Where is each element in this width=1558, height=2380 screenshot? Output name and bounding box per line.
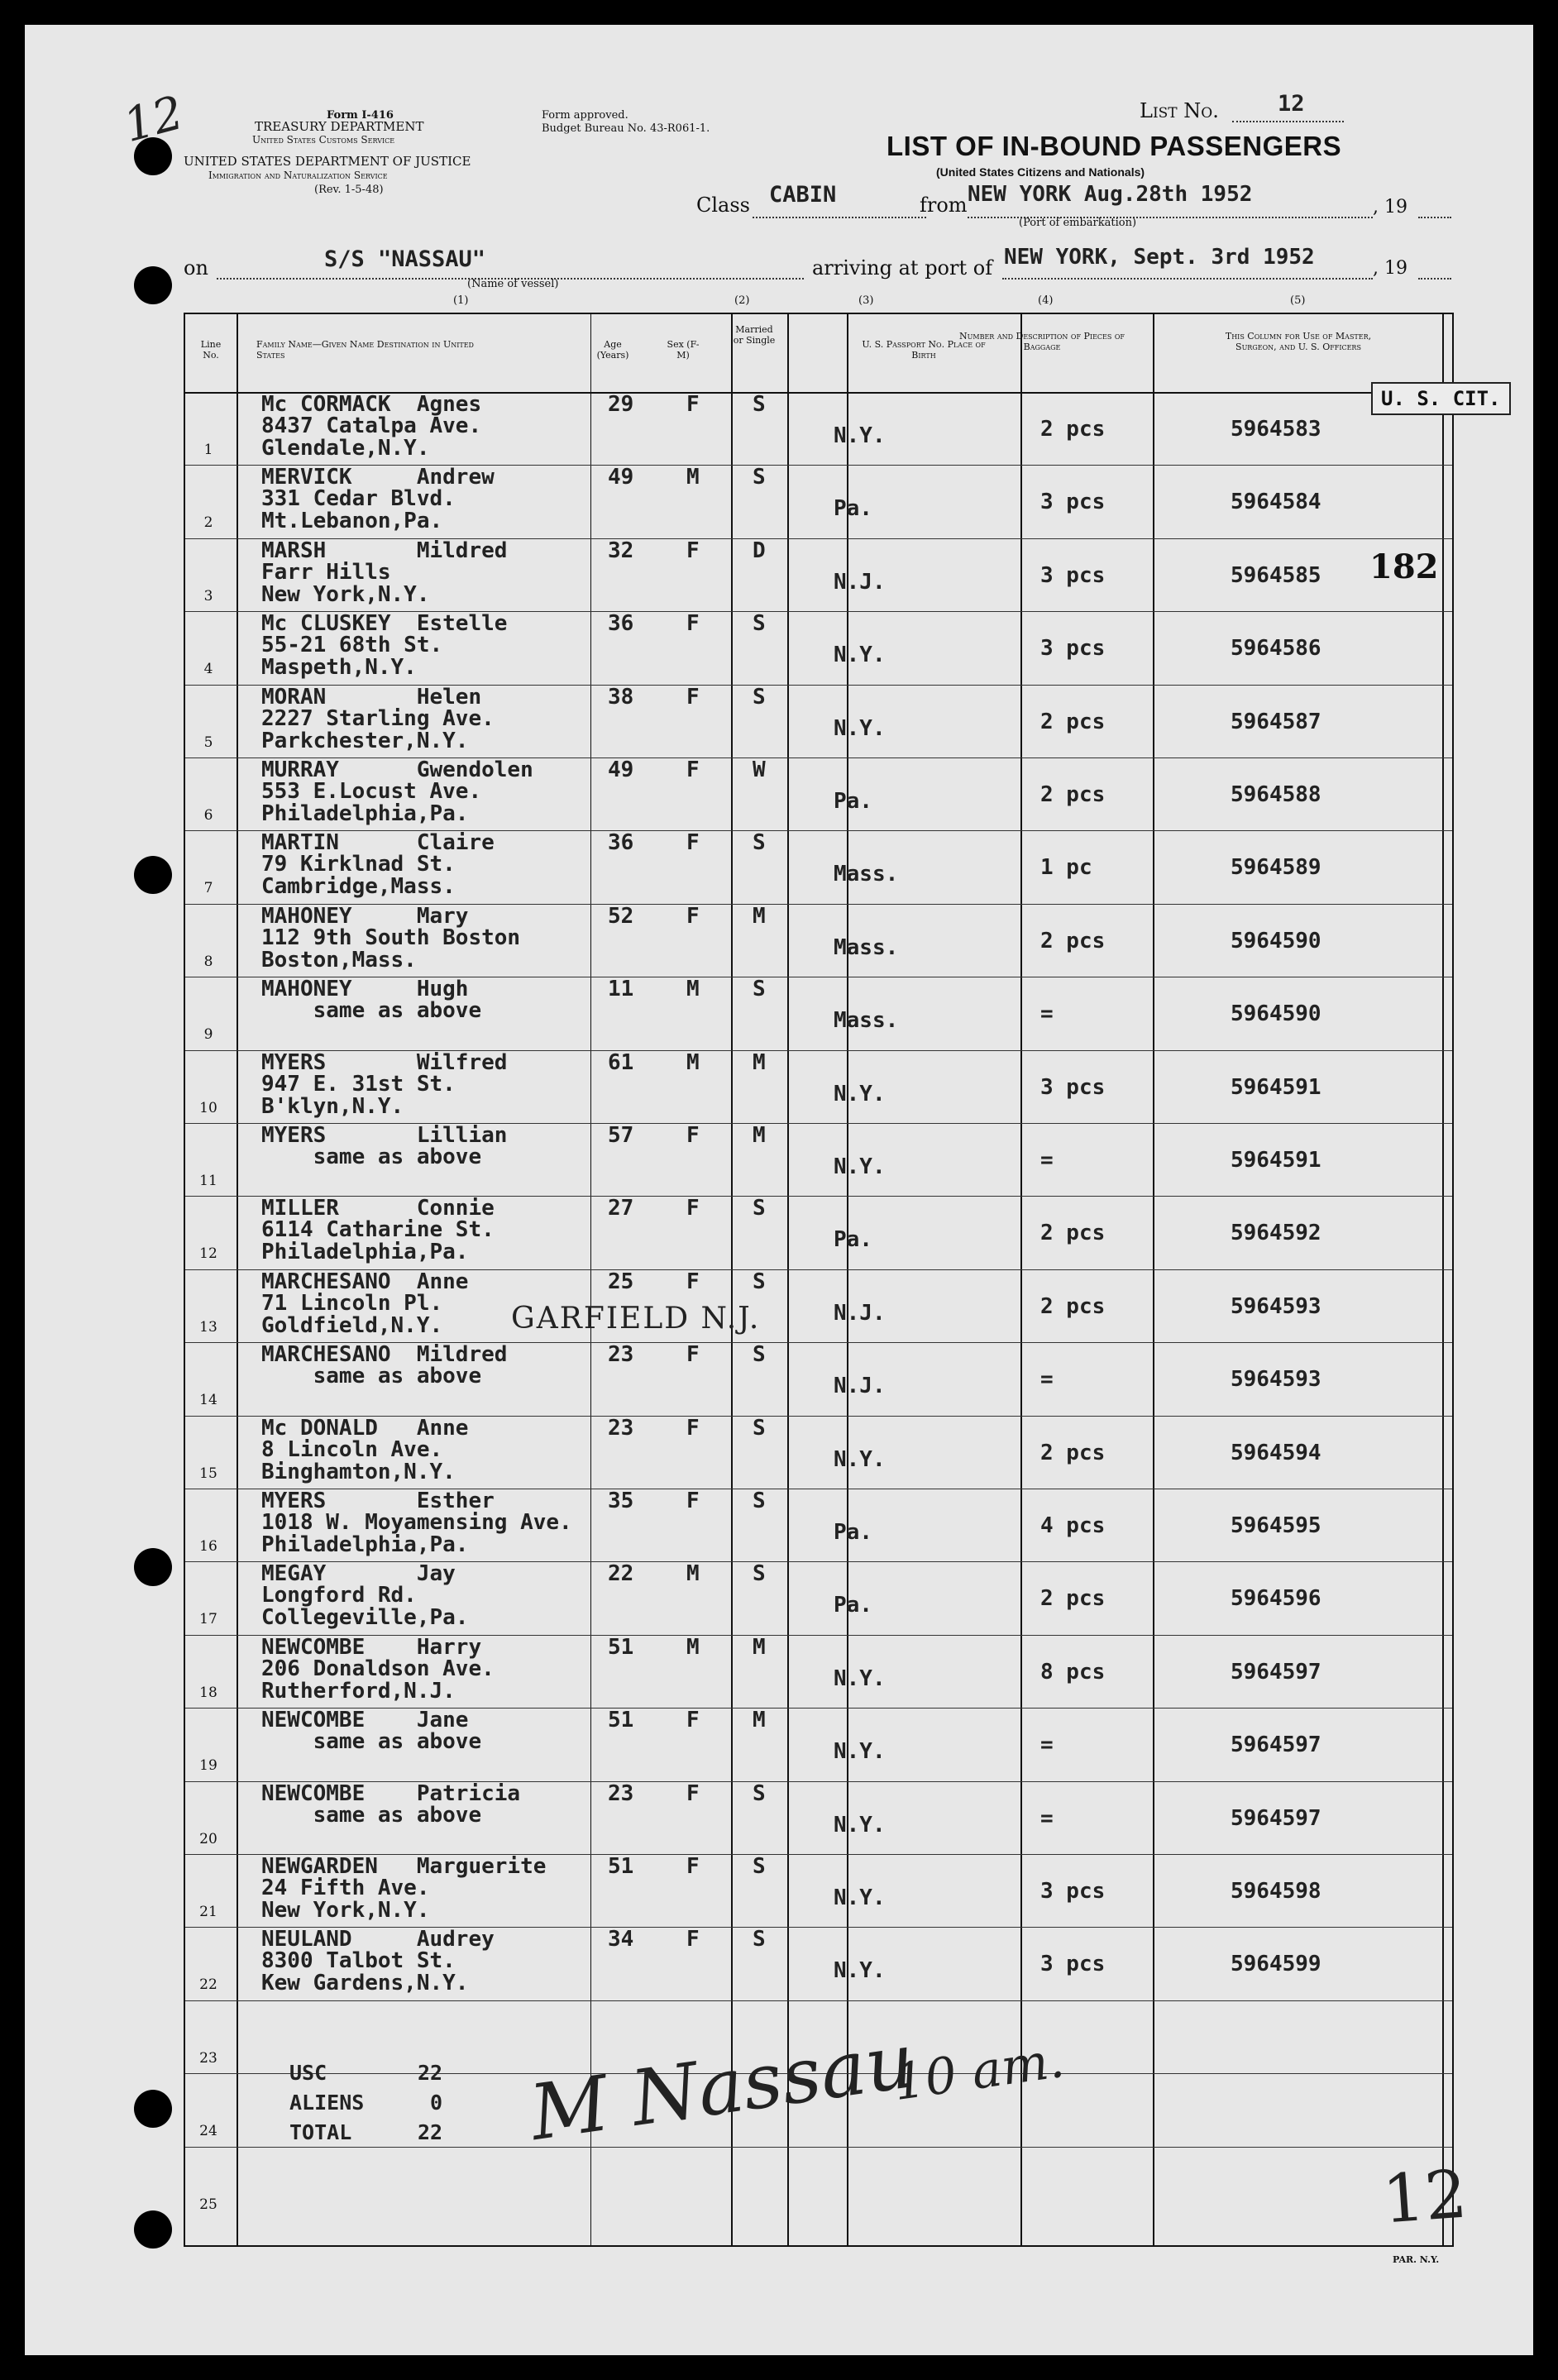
passenger-name: MEGAY Jay <box>261 1561 456 1587</box>
punch-hole <box>134 2210 172 2249</box>
column-number: (5) <box>1290 294 1306 307</box>
passenger-marital: S <box>753 1196 766 1221</box>
column-number: (4) <box>1038 294 1054 307</box>
passenger-city: Collegeville,Pa. <box>261 1605 469 1631</box>
passenger-name: MYERS Wilfred <box>261 1049 508 1075</box>
passenger-sex: F <box>686 830 700 856</box>
place-of-birth: N.Y. <box>834 715 886 741</box>
passenger-city: New York,N.Y. <box>261 1898 430 1923</box>
passenger-name: MURRAY Gwendolen <box>261 757 533 782</box>
passenger-marital: S <box>753 611 766 637</box>
passenger-city: Maspeth,N.Y. <box>261 655 417 681</box>
officer-number: 5964586 <box>1231 636 1321 662</box>
passenger-age: 23 <box>608 1342 634 1368</box>
line-number: 18 <box>199 1684 217 1701</box>
line-number: 16 <box>199 1538 217 1555</box>
line-number: 7 <box>203 880 213 897</box>
passenger-name: MERVICK Andrew <box>261 465 495 490</box>
place-of-birth: N.Y. <box>834 1154 886 1179</box>
immigration-service: Immigration and Naturalization Service <box>208 170 388 181</box>
totals-aliens-label: ALIENS <box>289 2091 365 2115</box>
place-of-birth: N.J. <box>834 1300 886 1326</box>
justice-department: UNITED STATES DEPARTMENT OF JUSTICE <box>184 154 471 169</box>
passenger-age: 27 <box>608 1196 634 1221</box>
passenger-name: MYERS Esther <box>261 1489 495 1513</box>
officer-number: 5964590 <box>1231 928 1321 953</box>
line-number: 2 <box>203 514 213 532</box>
form-approved: Form approved. <box>542 109 628 122</box>
passenger-name: Mc DONALD Anne <box>261 1415 469 1441</box>
baggage-count: 3 pcs <box>1040 562 1106 588</box>
passenger-city: Philadelphia,Pa. <box>261 1532 469 1557</box>
line-number: 6 <box>203 807 213 824</box>
place-of-birth: N.Y. <box>834 1739 886 1765</box>
passenger-sex: F <box>686 1489 700 1513</box>
place-of-birth: N.Y. <box>834 423 886 448</box>
passenger-age: 25 <box>608 1269 634 1294</box>
passenger-sex: F <box>686 1927 700 1952</box>
line-number: 24 <box>199 2123 217 2140</box>
totals-usc-value: 22 <box>418 2061 443 2085</box>
baggage-count: = <box>1040 1805 1054 1831</box>
officer-number: 5964584 <box>1231 490 1321 515</box>
line-number: 22 <box>199 1976 217 1994</box>
passenger-age: 23 <box>608 1415 634 1441</box>
passenger-marital: S <box>753 1854 766 1879</box>
line-number: 19 <box>199 1757 217 1775</box>
place-of-birth: Pa. <box>834 1520 872 1545</box>
officer-number: 5964595 <box>1231 1513 1321 1538</box>
passenger-marital: S <box>753 1342 766 1368</box>
passenger-name: MARSH Mildred <box>261 538 508 563</box>
totals-usc-label: USC <box>289 2061 327 2085</box>
passenger-sex: F <box>686 903 700 929</box>
baggage-count: 2 pcs <box>1040 782 1106 807</box>
line-number: 15 <box>199 1465 217 1482</box>
passenger-marital: M <box>753 903 766 929</box>
passenger-sex: F <box>686 1708 700 1733</box>
class-value: CABIN <box>769 182 837 208</box>
passenger-marital: S <box>753 465 766 490</box>
passenger-marital: S <box>753 1561 766 1587</box>
line-number: 1 <box>203 442 213 458</box>
officer-number: 5964583 <box>1231 417 1321 442</box>
passenger-marital: S <box>753 684 766 710</box>
totals-aliens-value: 0 <box>430 2091 443 2115</box>
officer-number: 5964591 <box>1231 1148 1321 1173</box>
officer-number: 5964591 <box>1231 1074 1321 1100</box>
place-of-birth: N.Y. <box>834 1812 886 1838</box>
baggage-count: 1 pc <box>1040 855 1092 881</box>
line-number: 4 <box>203 661 213 678</box>
passenger-marital: M <box>753 1123 766 1148</box>
passenger-sex: F <box>686 1123 700 1148</box>
passenger-sex: F <box>686 611 700 637</box>
passenger-address: 6114 Catharine St. <box>261 1217 495 1243</box>
passenger-age: 32 <box>608 538 634 563</box>
passenger-address: 947 E. 31st St. <box>261 1071 456 1097</box>
passenger-marital: S <box>753 830 766 856</box>
baggage-count: = <box>1040 1001 1054 1027</box>
place-of-birth: N.Y. <box>834 1666 886 1691</box>
passenger-age: 23 <box>608 1780 634 1806</box>
passenger-age: 34 <box>608 1927 634 1952</box>
baggage-count: 8 pcs <box>1040 1659 1106 1685</box>
place-of-birth: Mass. <box>834 862 899 887</box>
passenger-age: 51 <box>608 1708 634 1733</box>
place-of-birth: Mass. <box>834 1008 899 1034</box>
baggage-count: = <box>1040 1148 1054 1173</box>
baggage-count: 3 pcs <box>1040 1952 1106 1977</box>
punch-hole <box>134 856 172 894</box>
passenger-address: same as above <box>261 1802 482 1828</box>
printer-mark: PAR. N.Y. <box>1393 2254 1440 2265</box>
budget-bureau: Budget Bureau No. 43-R061-1. <box>542 122 710 135</box>
header-baggage: Number and Description of Pieces of Baggage <box>959 331 1125 352</box>
passenger-marital: M <box>753 1634 766 1660</box>
passenger-age: 49 <box>608 757 634 782</box>
passenger-age: 52 <box>608 903 634 929</box>
passenger-age: 49 <box>608 465 634 490</box>
passenger-address: 79 Kirklnad St. <box>261 852 456 877</box>
officer-number: 5964585 <box>1231 562 1321 588</box>
officer-number: 5964597 <box>1231 1805 1321 1831</box>
passenger-city: Glendale,N.Y. <box>261 436 430 461</box>
passenger-sex: M <box>686 1634 700 1660</box>
passenger-sex: F <box>686 1342 700 1368</box>
baggage-count: 3 pcs <box>1040 1074 1106 1100</box>
officer-number: 5964593 <box>1231 1367 1321 1393</box>
passenger-name: NEWCOMBE Harry <box>261 1634 482 1660</box>
passenger-address: 1018 W. Moyamensing Ave. <box>261 1510 572 1535</box>
passenger-city: B'klyn,N.Y. <box>261 1093 404 1119</box>
baggage-count: 2 pcs <box>1040 709 1106 734</box>
baggage-count: 2 pcs <box>1040 1440 1106 1465</box>
form-number: Form I-416 <box>327 109 394 122</box>
baggage-count: 3 pcs <box>1040 1879 1106 1904</box>
arriving-label: arriving at port of <box>812 256 993 280</box>
passenger-marital: M <box>753 1708 766 1733</box>
baggage-count: 2 pcs <box>1040 1221 1106 1246</box>
place-of-birth: N.Y. <box>834 1081 886 1106</box>
treasury-department: TREASURY DEPARTMENT <box>255 119 424 134</box>
line-number: 3 <box>203 587 213 605</box>
passenger-city: Mt.Lebanon,Pa. <box>261 509 443 534</box>
line-number: 11 <box>199 1173 217 1189</box>
passenger-name: MAHONEY Mary <box>261 903 469 929</box>
passenger-name: Mc CORMACK Agnes <box>261 392 482 417</box>
line-number: 5 <box>203 734 213 751</box>
passenger-marital: W <box>753 757 766 782</box>
class-label: Class <box>696 194 750 217</box>
place-of-birth: Pa. <box>834 1593 872 1618</box>
passenger-marital: S <box>753 1269 766 1294</box>
passenger-marital: S <box>753 392 766 417</box>
column-number: (1) <box>453 294 469 307</box>
header-officers: This Column for Use of Master, Surgeon, and U. S. Officers <box>1225 331 1372 352</box>
passenger-address: 8300 Talbot St. <box>261 1948 456 1974</box>
passenger-sex: F <box>686 392 700 417</box>
passenger-name: NEULAND Audrey <box>261 1927 495 1952</box>
from-label: from <box>920 194 968 217</box>
officer-number: 5964597 <box>1231 1659 1321 1685</box>
passenger-marital: S <box>753 1927 766 1952</box>
officer-number: 5964587 <box>1231 709 1321 734</box>
revision-date: (Rev. 1-5-48) <box>314 184 384 196</box>
year-suffix-2: , 19 <box>1373 258 1407 279</box>
officer-number: 5964590 <box>1231 1001 1321 1027</box>
header-sex: Sex (F-M) <box>667 339 700 361</box>
officer-number: 5964589 <box>1231 855 1321 881</box>
baggage-count: = <box>1040 1367 1054 1393</box>
place-of-birth: Pa. <box>834 789 872 814</box>
handwritten-signature: M Nassau <box>524 2016 920 2158</box>
passenger-city: Philadelphia,Pa. <box>261 801 469 826</box>
passenger-marital: S <box>753 1780 766 1806</box>
place-of-birth: Pa. <box>834 496 872 522</box>
passenger-address: same as above <box>261 1729 482 1755</box>
line-number: 13 <box>199 1318 217 1336</box>
vessel-name-label: (Name of vessel) <box>467 278 559 290</box>
passenger-age: 51 <box>608 1854 634 1879</box>
baggage-count: 3 pcs <box>1040 490 1106 515</box>
baggage-count: 3 pcs <box>1040 636 1106 662</box>
punch-hole <box>134 1548 172 1586</box>
passenger-age: 29 <box>608 392 634 417</box>
passenger-name: MARCHESANO Anne <box>261 1269 469 1294</box>
passenger-city: Binghamton,N.Y. <box>261 1459 456 1484</box>
column-number: (3) <box>858 294 874 307</box>
line-number: 12 <box>199 1245 217 1263</box>
officer-number: 5964599 <box>1231 1952 1321 1977</box>
passenger-address: 331 Cedar Blvd. <box>261 486 456 512</box>
from-value: NEW YORK Aug.28th 1952 <box>968 182 1253 207</box>
header-married: Married or Single <box>733 324 776 346</box>
passenger-sex: M <box>686 1049 700 1075</box>
passenger-age: 11 <box>608 977 634 1002</box>
passenger-sex: F <box>686 1196 700 1221</box>
passenger-age: 38 <box>608 684 634 710</box>
passenger-age: 61 <box>608 1049 634 1075</box>
arriving-value: NEW YORK, Sept. 3rd 1952 <box>1004 245 1315 270</box>
passenger-sex: F <box>686 1269 700 1294</box>
port-embarkation-label: (Port of embarkation) <box>1019 217 1137 229</box>
baggage-count: 4 pcs <box>1040 1513 1106 1538</box>
passenger-address: 112 9th South Boston <box>261 925 521 950</box>
passenger-name: NEWCOMBE Jane <box>261 1708 469 1733</box>
passenger-address: 24 Fifth Ave. <box>261 1876 430 1900</box>
passenger-city: Philadelphia,Pa. <box>261 1240 469 1265</box>
document-subtitle: (United States Citizens and Nationals) <box>936 165 1145 179</box>
officer-number: 5964593 <box>1231 1293 1321 1319</box>
officer-number: 5964588 <box>1231 782 1321 807</box>
passenger-sex: F <box>686 1854 700 1879</box>
passenger-city: New York,N.Y. <box>261 581 430 607</box>
passenger-age: 51 <box>608 1634 634 1660</box>
place-of-birth: N.Y. <box>834 1958 886 1984</box>
passenger-name: Mc CLUSKEY Estelle <box>261 611 508 637</box>
year-suffix: , 19 <box>1373 197 1407 217</box>
passenger-sex: F <box>686 684 700 710</box>
handwritten-corner-number: 12 <box>1379 2155 1470 2239</box>
handwritten-time-note: 10 am. <box>890 2030 1068 2113</box>
passenger-address: same as above <box>261 998 482 1024</box>
passenger-address: Farr Hills <box>261 559 391 585</box>
punch-hole <box>134 2090 172 2128</box>
customs-service: United States Customs Service <box>252 134 395 146</box>
line-number: 23 <box>199 2049 217 2067</box>
side-number: 182 <box>1369 547 1439 586</box>
line-number: 17 <box>199 1611 217 1628</box>
passenger-age: 36 <box>608 611 634 637</box>
passenger-marital: D <box>753 538 766 563</box>
passenger-city: Parkchester,N.Y. <box>261 728 469 753</box>
passenger-sex: M <box>686 1561 700 1587</box>
passenger-sex: M <box>686 977 700 1002</box>
line-number: 25 <box>199 2196 217 2213</box>
totals-total-value: 22 <box>418 2120 443 2144</box>
passenger-age: 22 <box>608 1561 634 1587</box>
passenger-city: Kew Gardens,N.Y. <box>261 1971 469 1996</box>
vessel-name: S/S "NASSAU" <box>324 246 486 272</box>
place-of-birth: N.Y. <box>834 1446 886 1472</box>
list-no-label: List No. <box>1140 99 1219 122</box>
passenger-address: 8437 Catalpa Ave. <box>261 413 482 438</box>
officer-number: 5964594 <box>1231 1440 1321 1465</box>
line-number: 21 <box>199 1904 217 1920</box>
baggage-count: 2 pcs <box>1040 1586 1106 1612</box>
citizen-stamp: U. S. CIT. <box>1371 382 1511 415</box>
baggage-count: 2 pcs <box>1040 928 1106 953</box>
passenger-marital: M <box>753 1049 766 1075</box>
passenger-age: 36 <box>608 830 634 856</box>
passenger-name: NEWCOMBE Patricia <box>261 1780 521 1806</box>
passenger-marital: S <box>753 1489 766 1513</box>
passenger-address: 553 E.Locust Ave. <box>261 779 482 804</box>
line-number: 20 <box>199 1830 217 1847</box>
passenger-marital: S <box>753 977 766 1002</box>
line-number: 14 <box>199 1392 217 1409</box>
place-of-birth: N.Y. <box>834 643 886 668</box>
place-of-birth: Mass. <box>834 934 899 960</box>
passenger-age: 35 <box>608 1489 634 1513</box>
passenger-sex: F <box>686 757 700 782</box>
officer-number: 5964596 <box>1231 1586 1321 1612</box>
header-passport: U. S. Passport No. Place of Birth <box>862 339 986 361</box>
passenger-city: Boston,Mass. <box>261 947 417 973</box>
passenger-city: Cambridge,Mass. <box>261 874 456 900</box>
passenger-sex: F <box>686 1415 700 1441</box>
passenger-address: same as above <box>261 1145 482 1169</box>
header-age: Age (Years) <box>596 339 629 361</box>
on-label: on <box>184 256 208 280</box>
header-name: Family Name—Given Name Destination in United States <box>256 339 474 361</box>
header-line-no: Line No. <box>200 339 222 361</box>
passenger-city: Goldfield,N.Y. <box>261 1312 443 1338</box>
passenger-address: Longford Rd. <box>261 1583 417 1608</box>
passenger-sex: M <box>686 465 700 490</box>
passenger-sex: F <box>686 538 700 563</box>
officer-number: 5964597 <box>1231 1732 1321 1758</box>
passenger-address: 8 Lincoln Ave. <box>261 1436 443 1462</box>
officer-number: 5964592 <box>1231 1221 1321 1246</box>
passenger-address: 2227 Starling Ave. <box>261 705 495 731</box>
line-number: 8 <box>203 953 213 970</box>
passenger-address: 71 Lincoln Pl. <box>261 1290 443 1316</box>
column-number: (2) <box>734 294 750 307</box>
passenger-sex: F <box>686 1780 700 1806</box>
passenger-name: MYERS Lillian <box>261 1123 508 1148</box>
passenger-name: MILLER Connie <box>261 1196 495 1221</box>
place-of-birth: N.J. <box>834 1374 886 1399</box>
passenger-name: MORAN Helen <box>261 684 482 710</box>
passenger-marital: S <box>753 1415 766 1441</box>
baggage-count: 2 pcs <box>1040 417 1106 442</box>
passenger-name: NEWGARDEN Marguerite <box>261 1854 547 1879</box>
passenger-address: same as above <box>261 1364 482 1389</box>
handwritten-garfield: GARFIELD N.J. <box>511 1302 761 1336</box>
officer-number: 5964598 <box>1231 1879 1321 1904</box>
place-of-birth: N.J. <box>834 569 886 595</box>
totals-total-label: TOTAL <box>289 2120 352 2144</box>
handwritten-corner-number: 12 <box>117 85 189 154</box>
baggage-count: 2 pcs <box>1040 1293 1106 1319</box>
line-number: 9 <box>203 1026 213 1044</box>
passenger-age: 57 <box>608 1123 634 1148</box>
passenger-address: 55-21 68th St. <box>261 633 443 658</box>
passenger-address: 206 Donaldson Ave. <box>261 1656 495 1681</box>
document-title: LIST OF IN-BOUND PASSENGERS <box>887 131 1342 161</box>
passenger-name: MARCHESANO Mildred <box>261 1342 508 1368</box>
passenger-city: Rutherford,N.J. <box>261 1678 456 1704</box>
place-of-birth: N.Y. <box>834 1885 886 1910</box>
passenger-name: MARTIN Claire <box>261 830 495 856</box>
punch-hole <box>134 266 172 304</box>
place-of-birth: Pa. <box>834 1227 872 1253</box>
baggage-count: = <box>1040 1732 1054 1758</box>
line-number: 10 <box>199 1099 217 1116</box>
list-no-value: 12 <box>1278 91 1305 117</box>
passenger-name: MAHONEY Hugh <box>261 977 469 1002</box>
